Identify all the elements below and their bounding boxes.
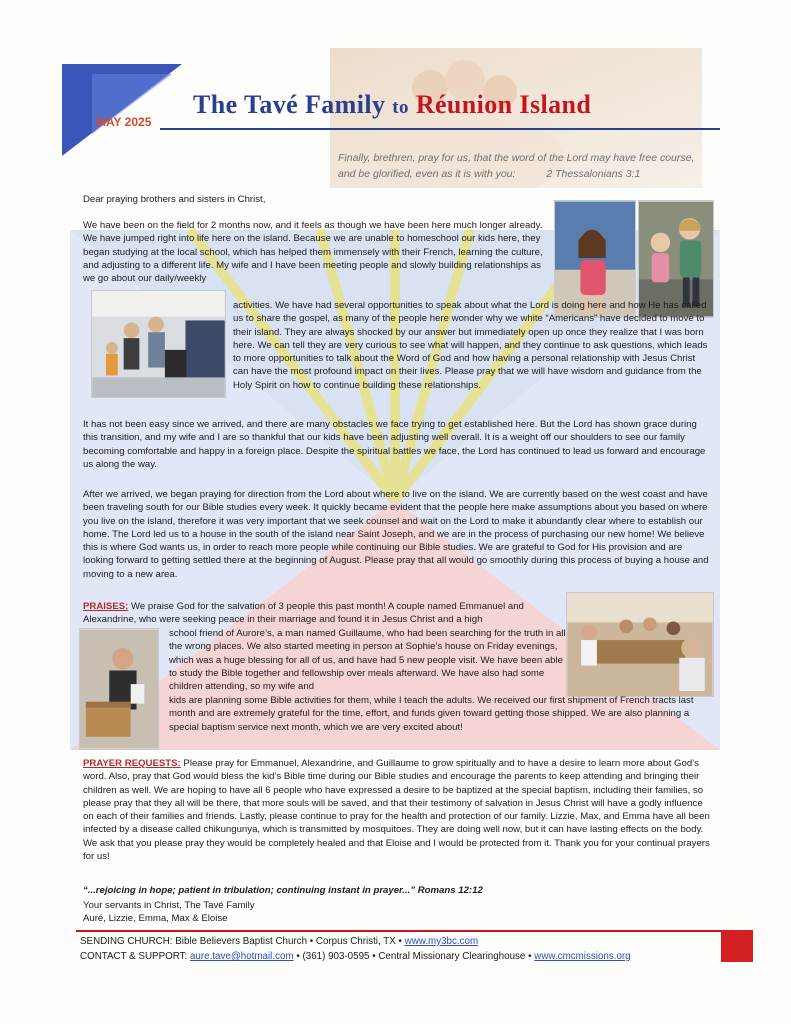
newsletter-title bbox=[193, 90, 591, 120]
praises-part-a bbox=[83, 600, 563, 627]
contact-support-label: CONTACT & SUPPORT: bbox=[80, 951, 188, 962]
prayer-requests-label: PRAYER REQUESTS: bbox=[83, 758, 181, 769]
praises-label: PRAISES: bbox=[83, 601, 129, 612]
footer-divider bbox=[76, 930, 721, 932]
footer-accent-square bbox=[721, 930, 753, 962]
title-island: Réunion Island bbox=[415, 90, 592, 119]
header-verse-reference: 2 Thessalonians 3:1 bbox=[546, 168, 641, 180]
photo-family-at-airport bbox=[91, 290, 226, 398]
contact-phone-org: • (361) 903-0595 • Central Missionary Clearinghouse • bbox=[296, 951, 532, 962]
footer-contact-support bbox=[80, 951, 631, 962]
paragraph-3: After we arrived, we began praying for direction from the Lord about where to live on the island. We are currently based on the west coast and have been traveling south for our Bible studies every week. It quickly became evident that the people here make assumptions about you based on where you live on the island, therefore it was very important that we seek counsel and wait on the Lord to make it abundantly clear where to establish our home. The Lord led us to a house in the south of the island near Saint Joseph, and we are in the process of purchasing our new home! We believe this is where God wants us, in order to reach more people while continuing our Bible studies. We are grateful to God for His provision and are looking forward to getting settled there at the beginning of August. Please pray that all would go smoothly during this process of buying a house and moving to a new area. bbox=[83, 489, 709, 580]
prayer-requests bbox=[83, 757, 713, 863]
praises-part-c: kids are planning some Bible activities for them, while I teach the adults. We received our first shipment of French tracts last month and are extremely grateful for the time, effort, and funds given toward getting those shipped. We are also planning a special baptism service next month, which we are very excited about! bbox=[169, 695, 694, 733]
closing-names: Auré, Lizzie, Emma, Max & Eloise bbox=[83, 913, 228, 924]
photo-tracts-image bbox=[80, 629, 158, 749]
sending-church-text: SENDING CHURCH: Bible Believers Baptist Church • Corpus Christi, TX • bbox=[80, 936, 402, 947]
photo-man-with-tracts bbox=[79, 628, 159, 750]
greeting: Dear praying brothers and sisters in Christ, bbox=[83, 194, 266, 205]
header-verse bbox=[338, 150, 708, 182]
photo-meeting-image bbox=[567, 593, 713, 696]
praises-part-b: school friend of Aurore’s, a man named Guillaume, who had been searching for the truth in all the wrong places. We also started meeting in person at Sophie’s house on Friday evenings, which was a huge blessing for all of us, and have had 5 new people visit. We have been able to study the Bible together and fellowship over meals afterward. We have also had some children attending, so my wife and bbox=[169, 628, 566, 693]
praises-text-a: We praise God for the salvation of 3 people this past month! A couple named Emmanuel and Alexandrine, who were seeking peace in their marriage and found it in Jesus Christ and a high bbox=[83, 601, 524, 626]
title-underline bbox=[160, 128, 720, 130]
paragraph-1-part-a: We have been on the field for 2 months now, and it feels as though we have been here much longer already. We have jumped right into life here on the island. Because we are unable to homeschool our kids here, they began studying at the local school, which has helped them immensely with their French, learning the culture, and adjusting to a different life. My wife and I have been meeting people and slowly building relationships as we go about our daily/weekly bbox=[83, 220, 543, 285]
closing-verse: “...rejoicing in hope; patient in tribulation; continuing instant in prayer...” Romans 12:12 bbox=[83, 885, 483, 896]
issue-date: MAY 2025 bbox=[96, 115, 152, 129]
paragraph-1-part-b: activities. We have had several opportunities to speak about what the Lord is doing here and how He has called us to share the gospel, as many of the people here wonder why we white “Americans” have decided to move to their island. They are always shocked by our answer but immediately open up once they realize that I was born here. We can tell they are very curious to see what will happen, and they continue to ask questions, which leads to more opportunities to talk about the Word of God and how having a personal relationship with Jesus Christ can have the most profound impact on their lives. Please pray that we will have wisdom and guidance from the Holy Spirit on how to continue building these relationships. bbox=[233, 300, 708, 391]
contact-email-link[interactable]: aure.tave@hotmail.com bbox=[189, 951, 294, 962]
title-to: to bbox=[392, 97, 409, 118]
photo-airport-image bbox=[92, 291, 225, 397]
header-verse-text: Finally, brethren, pray for us, that the word of the Lord may have free course, and be glorified, even as it is with you: bbox=[338, 152, 695, 180]
title-family: The Tavé Family bbox=[193, 90, 386, 119]
paragraph-2: It has not been easy since we arrived, and there are many obstacles we face trying to get established here. But the Lord has shown grace during this transition, and my wife and I are so thankful that our kids have been adjusting well overall. It is a weight off our shoulders to see our family becoming comfortable and happy in a foreign place. Despite the spiritual battles we face, the Lord has continued to lead us forward and encourage us along the way. bbox=[83, 419, 706, 470]
footer-sending-church bbox=[80, 936, 478, 947]
missions-website-link[interactable]: www.cmcmissions.org bbox=[534, 951, 631, 962]
prayer-requests-text: Please pray for Emmanuel, Alexandrine, and Guillaume to grow spiritually and to have a desire to learn more about God’s word. Also, pray that God would bless the kid’s Bible time during our Bible studies and encourage the parents to keep attending and bringing their children as well. We are hoping to have all 6 people who have expressed a desire to be baptized at the special baptism, including their families, so please pray that they all will be there, that more souls will be saved, and that their testimony of salvation in Jesus Christ will have a godly influence on each of their families and friends. Lastly, please continue to pray for the health and protection of our family. Lizzie, Max, and Emma have all been infected by a disease called chikungunya, which is transmitted by mosquitoes. They are doing well now, but it can have lasting effects on the body. We ask that you please pray they would be completely healed and that Eloise and I would be protected from it. Thank you for your continual prayers for us! bbox=[83, 758, 710, 863]
header-corner-triangle bbox=[62, 64, 182, 156]
photo-bible-study-meeting bbox=[566, 592, 714, 697]
closing-signature: Your servants in Christ, The Tavé Family bbox=[83, 900, 255, 911]
church-website-link[interactable]: www.my3bc.com bbox=[404, 936, 479, 947]
